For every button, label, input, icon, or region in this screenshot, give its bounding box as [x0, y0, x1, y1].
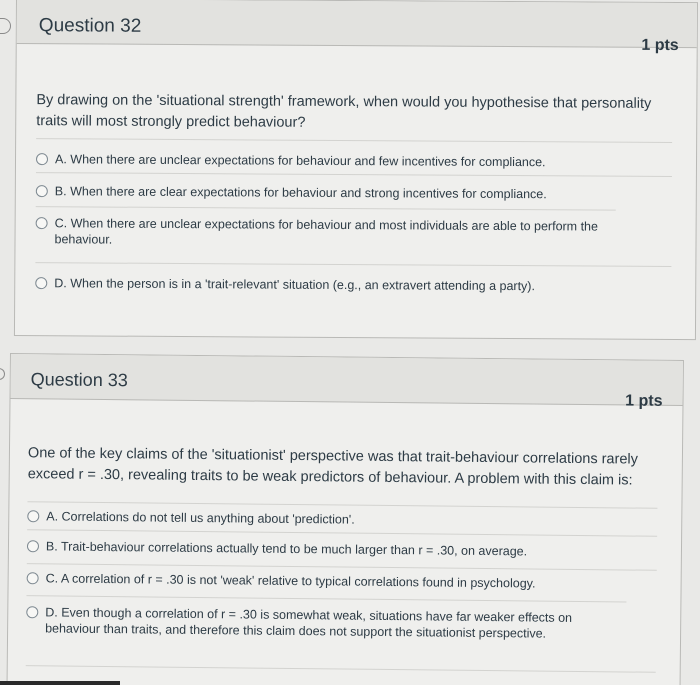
radio-button[interactable]: [27, 540, 39, 552]
radio-button[interactable]: [27, 510, 39, 522]
radio-button[interactable]: [27, 572, 39, 584]
question-header: [11, 354, 683, 410]
bookmark-flag-icon[interactable]: [0, 368, 5, 380]
question-title: Question 33: [30, 369, 128, 391]
question-32: [14, 0, 698, 340]
question-points: 1 pts: [625, 392, 663, 410]
bookmark-flag-icon[interactable]: [0, 18, 11, 34]
question-points: 1 pts: [641, 36, 679, 55]
question-title: Question 32: [38, 15, 142, 37]
question-33: [6, 353, 684, 685]
question-text: One of the key claims of the 'situationist' perspective was that trait-behaviour correlations rarely exceed r = .30, revealing traits to be weak predictors of behaviour. A problem with this claim is:: [27, 445, 638, 489]
answer-label: B. When there are clear expectations for behaviour and strong incentives for compliance.: [54, 184, 547, 202]
answer-label: A. Correlations do not tell us anything about 'prediction'.: [46, 509, 355, 527]
question-header: [17, 0, 697, 55]
radio-button[interactable]: [36, 153, 48, 165]
answer-option-a[interactable]: [27, 501, 657, 531]
answer-label: D. When the person is in a 'trait-relevant' situation (e.g., an extravert attending a party).: [54, 276, 536, 294]
answer-label: B. Trait-behaviour correlations actually tend to be much larger than r = .30, on average.: [45, 539, 528, 559]
photo-edge-shadow: [0, 681, 120, 685]
answer-label: C. When there are unclear expectations for behaviour and most individuals are able to perform the behaviour.: [54, 216, 599, 247]
radio-button[interactable]: [36, 185, 48, 197]
radio-button[interactable]: [26, 606, 38, 618]
answer-label: C. A correlation of r = .30 is not 'weak' relative to typical correlations found in psychology.: [45, 571, 536, 591]
divider: [26, 665, 656, 673]
answer-option-a[interactable]: [36, 138, 672, 171]
answer-option-b[interactable]: [36, 172, 672, 203]
question-text: By drawing on the 'situational strength' framework, when would you hypothesise that personality traits will most strongly predict behaviour?: [36, 92, 652, 131]
answer-option-c[interactable]: [27, 563, 657, 593]
radio-button[interactable]: [35, 277, 47, 289]
answer-option-c[interactable]: [35, 206, 615, 251]
answer-option-d[interactable]: [35, 262, 671, 295]
answer-label: D. Even though a correlation of r = .30 is somewhat weak, situations have far weaker effects on behaviour than traits, and therefore this claim does not support the situationist perspective.: [45, 605, 573, 641]
radio-button[interactable]: [36, 217, 48, 229]
answer-option-d[interactable]: [26, 595, 626, 642]
answer-label: A. When there are unclear expectations for behaviour and few incentives for compliance.: [54, 152, 546, 170]
answer-option-b[interactable]: [27, 529, 657, 561]
